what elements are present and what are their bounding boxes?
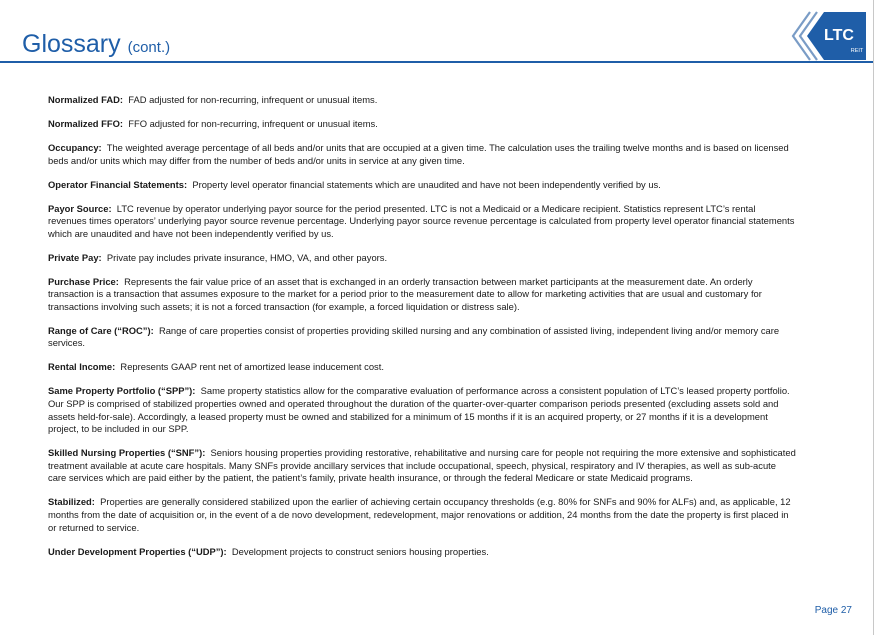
glossary-definition: Development projects to construct seniors housing properties.: [231, 545, 489, 557]
glossary-definition: LTC revenue by operator underlying payor source for the period presented. LTC is not a Medicaid or a Medicare recipient. Statistics represent LTC’s rental revenues times operators’ underlying payor source revenue percentage. Underlying payor source revenue percentage is calculated from property level operator financial statements which are unaudited and have not been independently verified by us.: [48, 202, 795, 239]
glossary-term: Same Property Portfolio (“SPP”):: [48, 385, 196, 397]
glossary-definition: Private pay includes private insurance, HMO, VA, and other payors.: [106, 251, 388, 263]
glossary-entry: [48, 179, 796, 192]
glossary-entry: [48, 94, 796, 107]
glossary-entry: [48, 142, 796, 167]
glossary-list: [48, 94, 796, 570]
ltc-reit-logo: [790, 6, 868, 66]
glossary-term: Skilled Nursing Properties (“SNF”):: [48, 447, 206, 459]
glossary-definition: Represents the fair value price of an asset that is exchanged in an orderly transaction between market participants at the measurement date. An orderly transaction is a transaction that assumes exposure to the market for a period prior to the measurement date to allow for marketing activities that are usual and customary for transactions involving such assets; it is not a forced transaction (for example, a forced liquidation or distress sale).: [48, 275, 762, 312]
glossary-term: Under Development Properties (“UDP”):: [48, 545, 227, 557]
glossary-entry: [48, 447, 796, 485]
page-number: Page 27: [814, 605, 852, 616]
glossary-entry: [48, 546, 796, 559]
glossary-term: Purchase Price:: [48, 275, 119, 287]
logo-text: LTC: [824, 27, 854, 44]
glossary-definition: Seniors housing properties providing restorative, rehabilitative and nursing care for people not requiring the more extensive and sophisticated treatment available at acute care hospitals. Many SNFs provide ancillary services that include occupational, speech, physical, respiratory and IV therapies, as well as sub-acute care services which are paid either by the patient, the patient’s family, private health insurance, or through the federal Medicare or state Medicaid programs.: [48, 447, 796, 484]
glossary-entry: [48, 118, 796, 131]
glossary-term: Private Pay:: [48, 251, 102, 263]
glossary-entry: [48, 496, 796, 534]
glossary-definition: Represents GAAP rent net of amortized lease inducement cost.: [120, 361, 384, 373]
glossary-entry: [48, 361, 796, 374]
glossary-definition: FFO adjusted for non-recurring, infrequent or unusual items.: [128, 117, 378, 129]
glossary-definition: Range of care properties consist of properties providing skilled nursing and any combination of assisted living, independent living and/or memory care services.: [48, 324, 780, 349]
title-divider: [0, 61, 874, 63]
glossary-definition: Same property statistics allow for the comparative evaluation of performance across a consistent population of LTC’s leased property portfolio. Our SPP is comprised of stabilized properties owned and operated throughout the duration of the quarter-over-quarter comparison periods presented (excluding assets sold and assets held-for-sale). Accordingly, a leased property must be owned and stabilized for a minimum of 15 months if it is an acquired property, or 27 months if it is a development project, to be included in our SPP.: [48, 385, 790, 435]
glossary-entry: [48, 276, 796, 314]
page-title-text: Glossary: [22, 30, 121, 58]
glossary-term: Stabilized:: [48, 496, 95, 508]
glossary-entry: [48, 325, 796, 350]
glossary-entry: [48, 385, 796, 435]
glossary-definition: The weighted average percentage of all beds and/or units that are occupied at a given time. The calculation uses the trailing twelve months and is based on licensed beds and/or units which may differ from the number of beds and/or units in service at any given time.: [48, 141, 789, 166]
glossary-entry: [48, 203, 796, 241]
glossary-term: Operator Financial Statements:: [48, 178, 188, 190]
glossary-term: Rental Income:: [48, 361, 116, 373]
glossary-term: Normalized FFO:: [48, 117, 124, 129]
glossary-term: Occupancy:: [48, 141, 102, 153]
page-subtitle: (cont.): [127, 39, 171, 56]
page-title: [22, 30, 170, 59]
glossary-definition: FAD adjusted for non-recurring, infrequent or unusual items.: [128, 94, 378, 105]
glossary-term: Payor Source:: [48, 202, 112, 214]
glossary-term: Normalized FAD:: [48, 94, 124, 105]
glossary-definition: Property level operator financial statements which are unaudited and have not been independently verified by us.: [192, 178, 661, 190]
logo-subtext: REIT: [850, 48, 864, 54]
glossary-entry: [48, 252, 796, 265]
glossary-definition: Properties are generally considered stabilized upon the earlier of achieving certain occupancy thresholds (e.g. 80% for SNFs and 90% for ALFs) and, as applicable, 12 months from the date of acquisition or, in the event of a de novo development, redevelopment, major renovations or addition, 24 months from the date the property is first placed in or returned to service.: [48, 496, 791, 533]
glossary-term: Range of Care (“ROC”):: [48, 324, 154, 336]
